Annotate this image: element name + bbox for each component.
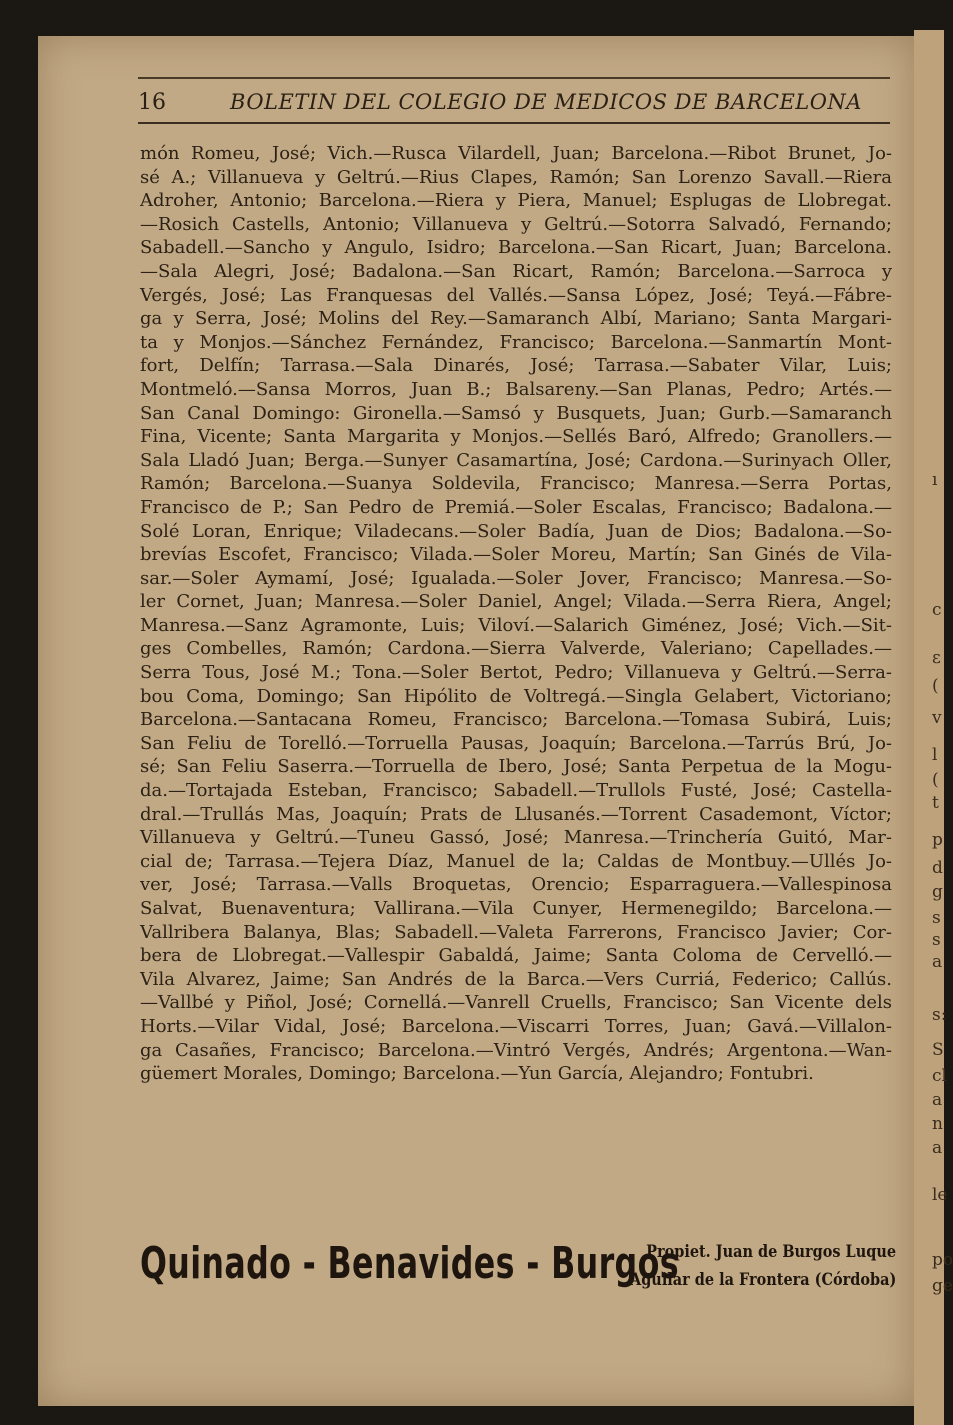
text-line: Serra Tous, José M.; Tona.—Soler Bertot, Pedro; Villanueva y Geltrú.—Serra- xyxy=(140,662,892,684)
text-line: Vila Alvarez, Jaime; San Andrés de la Barca.—Vers Curriá, Federico; Callús. xyxy=(140,968,892,990)
facing-page-letter: s xyxy=(932,930,941,950)
text-line: —Vallbé y Piñol, José; Cornellá.—Vanrell Cruells, Francisco; San Vicente dels xyxy=(140,992,892,1014)
facing-page-letter: le xyxy=(932,1185,948,1205)
facing-page-letter: ε xyxy=(932,648,941,668)
facing-page-letter: po xyxy=(932,1250,953,1270)
text-line: bera de Llobregat.—Vallespir Gabaldá, Jaime; Santa Coloma de Cervelló.— xyxy=(140,945,892,967)
facing-page-letter: ge xyxy=(932,1276,953,1296)
text-line: San Canal Domingo: Gironella.—Samsó y Busquets, Juan; Gurb.—Samaranch xyxy=(140,402,892,424)
text-line: Salvat, Buenaventura; Vallirana.—Vila Cunyer, Hermenegildo; Barcelona.— xyxy=(140,898,892,919)
text-line: Vallribera Balanya, Blas; Sabadell.—Valeta Farrerons, Francisco Javier; Cor- xyxy=(140,921,892,943)
text-line: ga y Serra, José; Molins del Rey.—Samaranch Albí, Mariano; Santa Margari- xyxy=(140,308,892,330)
text-line: —Rosich Castells, Antonio; Villanueva y Geltrú.—Sotorra Salvadó, Fernando; xyxy=(140,213,892,235)
text-line: ges Combelles, Ramón; Cardona.—Sierra Valverde, Valeriano; Capellades.— xyxy=(140,638,892,660)
facing-page-letter: g xyxy=(932,882,943,902)
facing-page-letter: ( xyxy=(932,676,939,696)
facing-page-letter: l xyxy=(932,745,938,765)
advertisement-brand: Quinado - Benavides - Burgos xyxy=(140,1238,679,1289)
text-line: Barcelona.—Santacana Romeu, Francisco; Barcelona.—Tomasa Subirá, Luis; xyxy=(140,709,892,731)
facing-page-letter: t xyxy=(932,793,939,813)
facing-page-letter: n xyxy=(932,1114,943,1134)
facing-page-letter: a xyxy=(932,952,943,972)
text-line: ver, José; Tarrasa.—Valls Broquetas, Orencio; Esparraguera.—Vallespinosa xyxy=(140,874,892,896)
text-line: Villanueva y Geltrú.—Tuneu Gassó, José; Manresa.—Trinchería Guitó, Mar- xyxy=(140,827,892,849)
page-header xyxy=(138,84,890,124)
text-line: San Feliu de Torelló.—Torruella Pausas, Joaquín; Barcelona.—Tarrús Brú, Jo- xyxy=(140,732,892,754)
text-line: Montmeló.—Sansa Morros, Juan B.; Balsareny.—San Planas, Pedro; Artés.— xyxy=(140,378,892,400)
facing-page-letter: a xyxy=(932,1090,943,1110)
facing-page-letter: d xyxy=(932,858,943,878)
text-line: sé; San Feliu Saserra.—Torruella de Ibero, José; Santa Perpetua de la Mogu- xyxy=(140,756,892,778)
facing-page-letter: p xyxy=(932,830,943,850)
text-line: Vergés, José; Las Franquesas del Vallés.—Sansa López, José; Teyá.—Fábre- xyxy=(140,284,892,306)
text-line: món Romeu, José; Vich.—Rusca Vilardell, Juan; Barcelona.—Ribot Brunet, Jo- xyxy=(140,143,892,164)
facing-page-edge xyxy=(914,30,953,1425)
text-line: ta y Monjos.—Sánchez Fernández, Francisco; Barcelona.—Sanmartín Mont- xyxy=(140,331,892,353)
text-line: Sala Lladó Juan; Berga.—Sunyer Casamartína, José; Cardona.—Surinyach Oller, xyxy=(140,449,892,471)
text-line: Adroher, Antonio; Barcelona.—Riera y Piera, Manuel; Esplugas de Llobregat. xyxy=(140,190,892,212)
advertisement-owner: Propiet. Juan de Burgos Luque xyxy=(646,1242,896,1262)
text-line: ga Casañes, Francisco; Barcelona.—Vintró Vergés, Andrés; Argentona.—Wan- xyxy=(140,1039,892,1061)
text-line: —Sala Alegri, José; Badalona.—San Ricart, Ramón; Barcelona.—Sarroca y xyxy=(140,260,892,282)
text-line: ler Cornet, Juan; Manresa.—Soler Daniel, Angel; Vilada.—Serra Riera, Angel; xyxy=(140,591,892,613)
page-number: 16 xyxy=(138,90,166,115)
header-top-rule xyxy=(138,77,890,79)
text-line: bou Coma, Domingo; San Hipólito de Voltregá.—Singla Gelabert, Victoriano; xyxy=(140,685,892,707)
text-line: dral.—Trullás Mas, Joaquín; Prats de Llusanés.—Torrent Casademont, Víctor; xyxy=(140,803,892,825)
facing-page-letter: s: xyxy=(932,1005,947,1025)
text-line: Fina, Vicente; Santa Margarita y Monjos.—Sellés Baró, Alfredo; Granollers.— xyxy=(140,426,892,448)
text-line: fort, Delfín; Tarrasa.—Sala Dinarés, José; Tarrasa.—Sabater Vilar, Luis; xyxy=(140,355,892,377)
text-line: brevías Escofet, Francisco; Vilada.—Soler Moreu, Martín; San Ginés de Vila- xyxy=(140,544,892,566)
text-line: cial de; Tarrasa.—Tejera Díaz, Manuel de la; Caldas de Montbuy.—Ullés Jo- xyxy=(140,850,892,872)
text-line: da.—Tortajada Esteban, Francisco; Sabadell.—Trullols Fusté, José; Castella- xyxy=(140,780,892,802)
text-line: Manresa.—Sanz Agramonte, Luis; Viloví.—Salarich Giménez, José; Vich.—Sit- xyxy=(140,614,892,636)
text-line: sé A.; Villanueva y Geltrú.—Rius Clapes, Ramón; San Lorenzo Savall.—Riera xyxy=(140,166,892,188)
text-line: Francisco de P.; San Pedro de Premiá.—Soler Escalas, Francisco; Badalona.— xyxy=(140,496,892,518)
text-line: Horts.—Vilar Vidal, José; Barcelona.—Viscarri Torres, Juan; Gavá.—Villalon- xyxy=(140,1015,892,1037)
text-line: sar.—Soler Aymamí, José; Igualada.—Soler Jover, Francisco; Manresa.—So- xyxy=(140,567,892,589)
text-line: Ramón; Barcelona.—Suanya Soldevila, Francisco; Manresa.—Serra Portas, xyxy=(140,473,892,495)
facing-page-letter: cl xyxy=(932,1066,947,1086)
text-line: güemert Morales, Domingo; Barcelona.—Yun García, Alejandro; Fontubri. xyxy=(140,1063,814,1085)
advertisement xyxy=(140,1238,896,1318)
facing-page-letter: S xyxy=(932,1040,944,1060)
running-title: BOLETIN DEL COLEGIO DE MEDICOS DE BARCELONA xyxy=(230,90,862,114)
text-line: Solé Loran, Enrique; Viladecans.—Soler Badía, Juan de Dios; Badalona.—So- xyxy=(140,520,892,542)
text-line: Sabadell.—Sancho y Angulo, Isidro; Barcelona.—San Ricart, Juan; Barcelona. xyxy=(140,237,892,259)
facing-page-letter: ı xyxy=(932,470,938,490)
advertisement-location: Aguilar de la Frontera (Córdoba) xyxy=(629,1270,896,1290)
facing-page-letter: s xyxy=(932,908,941,928)
facing-page-letter: a xyxy=(932,1138,943,1158)
facing-page-letter: ( xyxy=(932,770,939,790)
facing-page-letter: v xyxy=(932,708,942,728)
member-list-text xyxy=(140,142,892,1086)
facing-page-letter: c xyxy=(932,600,942,620)
